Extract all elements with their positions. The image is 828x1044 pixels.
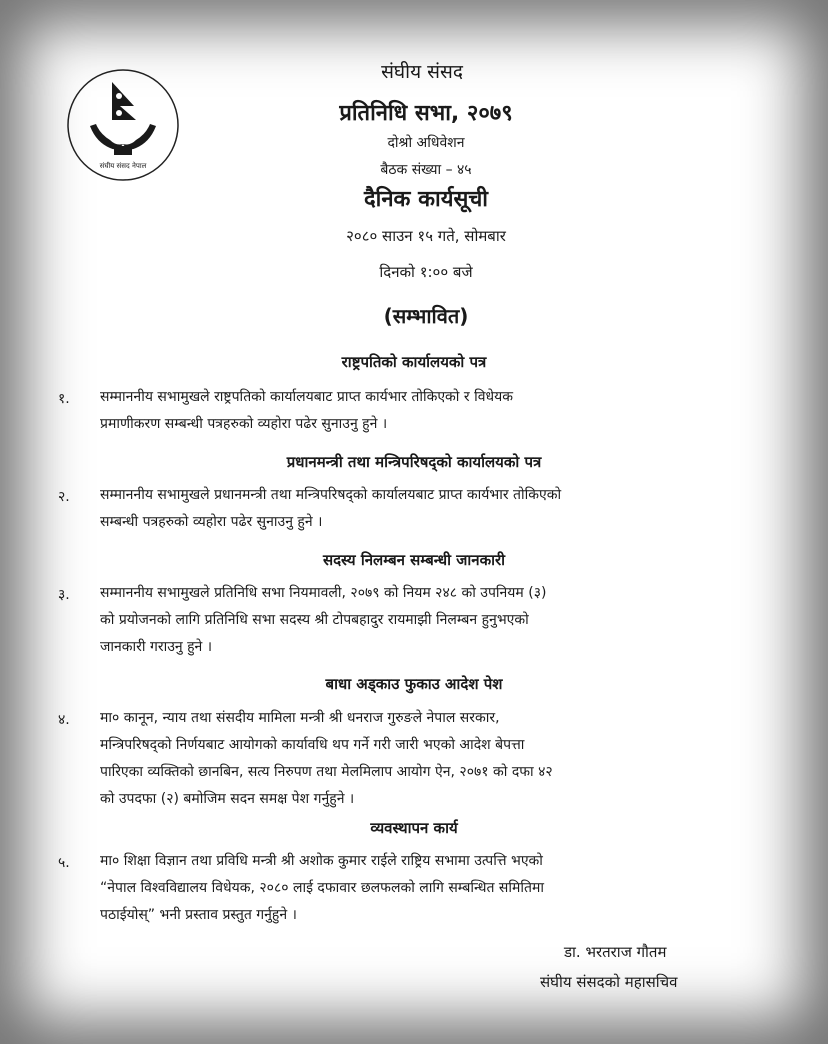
item-number: ४. xyxy=(58,712,70,728)
section-heading: राष्ट्रपतिको कार्यालयको पत्र xyxy=(341,353,487,371)
item-line: मन्त्रिपरिषद्को निर्णयबाट आयोगको कार्यावधि थप गर्ने गरी जारी भएको आदेश बेपत्ता xyxy=(100,737,525,753)
item-line: सम्बन्धी पत्रहरुको व्यहोरा पढेर सुनाउनु हुने । xyxy=(100,514,323,530)
item-line: सम्माननीय सभामुखले प्रधानमन्त्री तथा मन्त्रिपरिषद्को कार्यालयबाट प्राप्त कार्यभार तोकिएको xyxy=(100,487,562,503)
item-number: १. xyxy=(58,391,70,407)
house-title: प्रतिनिधि सभा, २०७९ xyxy=(339,101,513,126)
signatory-title: संघीय संसदको महासचिव xyxy=(540,973,678,991)
section-heading: बाधा अड्काउ फुकाउ आदेश पेश xyxy=(325,675,503,693)
session-label: दोश्रो अधिवेशन xyxy=(387,135,465,151)
item-line: सम्माननीय सभामुखले राष्ट्रपतिको कार्यालयबाट प्राप्त कार्यभार तोकिएको र विधेयक xyxy=(100,389,513,405)
meeting-date: २०८० साउन १५ गते, सोमबार xyxy=(346,227,506,245)
section-heading: प्रधानमन्त्री तथा मन्त्रिपरिषद्को कार्यालयको पत्र xyxy=(286,453,542,471)
item-line: पारिएका व्यक्तिको छानबिन, सत्य निरुपण तथा मेलमिलाप आयोग ऐन, २०७१ को दफा ४२ xyxy=(100,764,553,780)
item-line: मा० शिक्षा विज्ञान तथा प्रविधि मन्त्री श्री अशोक कुमार राईले राष्ट्रिय सभामा उत्पत्ति भएको xyxy=(100,853,543,869)
item-line: को प्रयोजनको लागि प्रतिनिधि सभा सदस्य श्री टोपबहादुर रायमाझी निलम्बन हुनुभएको xyxy=(100,612,529,628)
item-line: सम्माननीय सभामुखले प्रतिनिधि सभा नियमावली, २०७९ को नियम २४८ को उपनियम (३) xyxy=(100,585,547,601)
item-line: पठाईयोस्” भनी प्रस्ताव प्रस्तुत गर्नुहुने । xyxy=(100,907,297,923)
seal-text: संघीय संसद नेपाल xyxy=(99,162,147,170)
signatory-name: डा. भरतराज गौतम xyxy=(564,943,667,961)
meeting-time: दिनको १:०० बजे xyxy=(379,263,473,281)
section-heading: सदस्य निलम्बन सम्बन्धी जानकारी xyxy=(322,551,506,569)
item-number: ५. xyxy=(58,855,70,871)
item-line: को उपदफा (२) बमोजिम सदन समक्ष पेश गर्नुहुने । xyxy=(100,791,355,807)
parliament-name: संघीय संसद xyxy=(381,61,463,83)
meeting-number: बैठक संख्या – ४५ xyxy=(380,162,472,178)
item-line: “नेपाल विश्वविद्यालय विधेयक, २०८० लाई दफावार छलफलको लागि सम्बन्धित समितिमा xyxy=(100,880,544,896)
item-number: २. xyxy=(58,489,70,505)
item-number: ३. xyxy=(58,587,70,603)
page-title: दैनिक कार्यसूची xyxy=(363,187,489,212)
tentative-label: (सम्भावित) xyxy=(383,304,469,328)
section-heading: व्यवस्थापन कार्य xyxy=(370,819,458,837)
item-line: जानकारी गराउनु हुने । xyxy=(100,639,213,655)
item-line: मा० कानून, न्याय तथा संसदीय मामिला मन्त्री श्री धनराज गुरुङले नेपाल सरकार, xyxy=(100,710,500,726)
item-line: प्रमाणीकरण सम्बन्धी पत्रहरुको व्यहोरा पढेर सुनाउनु हुने । xyxy=(100,416,388,432)
